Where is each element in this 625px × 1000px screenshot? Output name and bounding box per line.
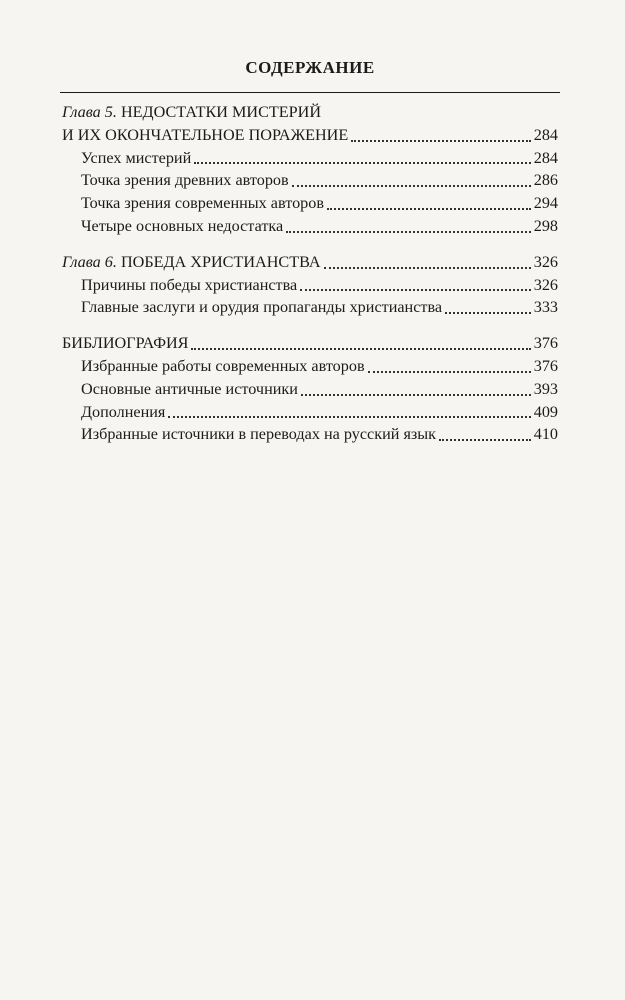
dot-leader <box>324 267 531 269</box>
page-number: 409 <box>533 402 558 421</box>
table-of-contents <box>62 101 558 446</box>
chapter-label: Глава 6. <box>62 252 117 271</box>
dot-leader <box>327 208 531 210</box>
section-title: БИБЛИОГРАФИЯ <box>62 334 189 353</box>
toc-item-title: Успех мистерий <box>81 148 192 167</box>
dot-leader <box>194 162 530 164</box>
page-number: 286 <box>533 171 558 190</box>
page-number: 393 <box>533 379 558 398</box>
page-number: 294 <box>533 194 558 213</box>
toc-item-title: Основные античные источники <box>81 379 298 398</box>
page-title: СОДЕРЖАНИЕ <box>245 58 375 77</box>
chapter-label: Глава 5. <box>62 103 117 121</box>
dot-leader <box>292 185 531 187</box>
page-number: 326 <box>533 275 558 294</box>
page-number: 410 <box>533 425 558 444</box>
toc-item <box>62 401 558 424</box>
chapter-title: ПОБЕДА ХРИСТИАНСТВА <box>120 252 321 271</box>
toc-item-title: Избранные источники в переводах на русский язык <box>81 425 437 444</box>
toc-item-title: Причины победы христианства <box>81 275 298 294</box>
toc-item <box>62 215 558 238</box>
page-number: 376 <box>533 334 558 353</box>
page-number: 376 <box>533 356 558 375</box>
page-number: 298 <box>533 216 558 235</box>
show-through-reverse-page <box>60 380 580 940</box>
toc-item-title: Избранные работы современных авторов <box>81 356 365 375</box>
toc-item <box>62 423 558 446</box>
dot-leader <box>168 416 530 418</box>
page-number: 284 <box>533 148 558 167</box>
toc-item <box>62 355 558 378</box>
toc-item <box>62 378 558 401</box>
toc-item <box>62 296 558 319</box>
toc-item-title: Дополнения <box>81 402 166 421</box>
toc-item <box>62 192 558 215</box>
dot-leader <box>439 439 531 441</box>
page-number: 326 <box>533 252 558 271</box>
dot-leader <box>286 231 531 233</box>
toc-item-title: Четыре основных недостатка <box>81 216 284 235</box>
toc-chapter-5 <box>62 101 558 147</box>
chapter-title-line-2: И ИХ ОКОНЧАТЕЛЬНОЕ ПОРАЖЕНИЕ <box>62 125 349 144</box>
toc-item-title: Точка зрения древних авторов <box>81 171 289 190</box>
chapter-title-line-1: НЕДОСТАТКИ МИСТЕРИЙ <box>120 103 322 121</box>
page-number: 284 <box>533 125 558 144</box>
toc-item-title: Точка зрения современных авторов <box>81 194 325 213</box>
toc-chapter-6 <box>62 251 558 274</box>
toc-item <box>62 274 558 297</box>
dot-leader <box>191 348 530 350</box>
dot-leader <box>445 312 531 314</box>
dot-leader <box>300 289 530 291</box>
page-number: 333 <box>533 298 558 317</box>
toc-item-title: Главные заслуги и орудия пропаганды христианства <box>81 298 443 317</box>
toc-item <box>62 147 558 170</box>
toc-item <box>62 169 558 192</box>
dot-leader <box>301 394 531 396</box>
header-divider <box>60 92 560 93</box>
dot-leader <box>368 371 531 373</box>
dot-leader <box>351 140 530 142</box>
toc-bibliography <box>62 332 558 355</box>
